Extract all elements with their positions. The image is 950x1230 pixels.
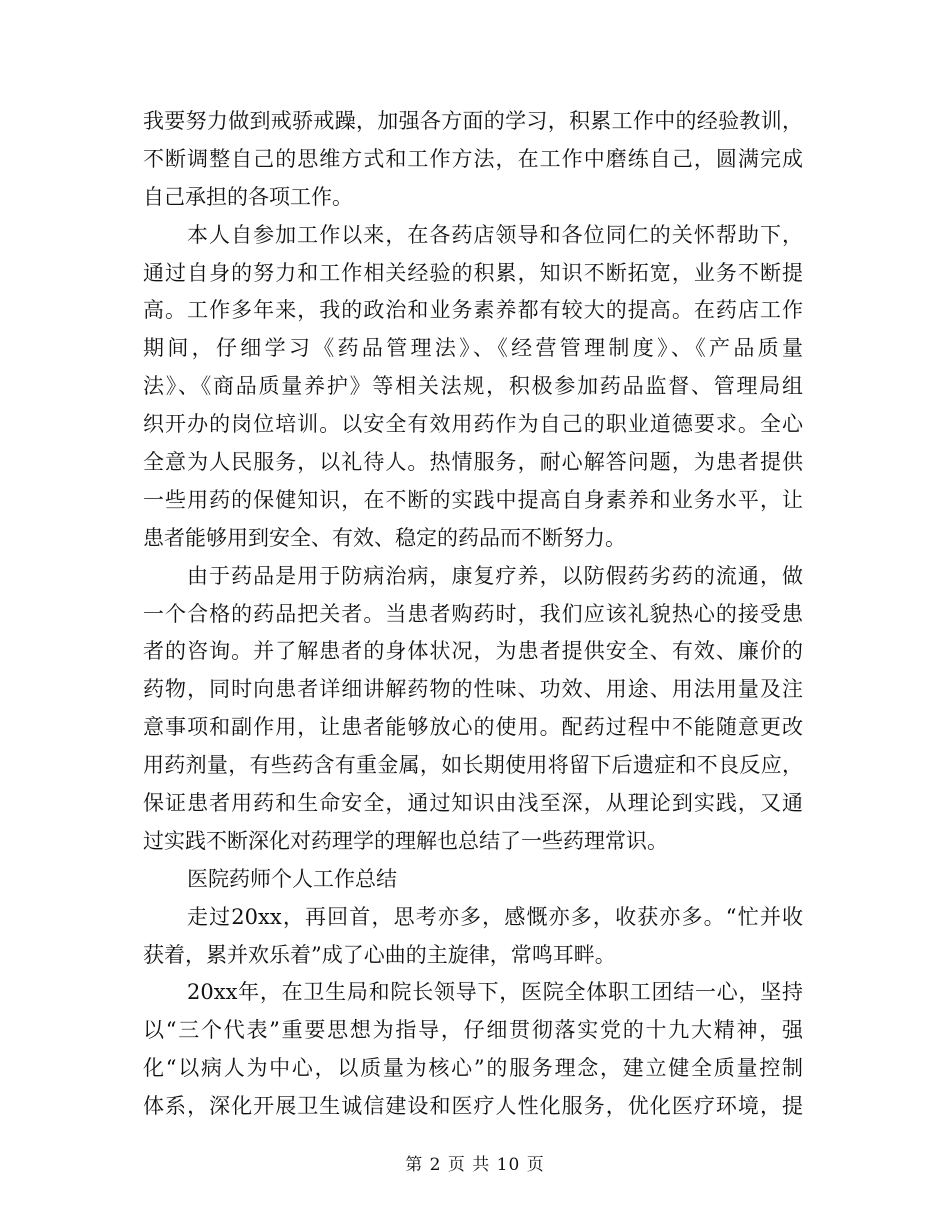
- text-line: 以“三个代表”重要思想为指导，仔细贯彻落实党的十九大精神，强: [143, 1018, 803, 1043]
- text-line: 过实践不断深化对药理学的理解也总结了一些药理常识。: [143, 828, 668, 853]
- text-line: 一个合格的药品把关者。当患者购药时，我们应该礼貌热心的接受患: [143, 601, 803, 626]
- text-line: 保证患者用药和生命安全，通过知识由浅至深，从理论到实践，又通: [143, 791, 803, 816]
- text-line: 用药剂量，有些药含有重金属，如长期使用将留下后遗症和不良反应，: [143, 753, 803, 778]
- text-line: 期间，仔细学习《药品管理法》、《经营管理制度》、《产品质量: [143, 336, 803, 361]
- paragraph-3: [143, 558, 803, 861]
- text-line: 本人自参加工作以来，在各药店领导和各位同仁的关怀帮助下，: [187, 222, 803, 247]
- text-line: 走过20xx，再回首，思考亦多，感慨亦多，收获亦多。“忙并收: [187, 904, 803, 929]
- text-line: 一些用药的保健知识，在不断的实践中提高自身素养和业务水平，让: [143, 487, 803, 512]
- text-line: 由于药品是用于防病治病，康复疗养，以防假药劣药的流通，做: [187, 563, 803, 588]
- text-line: 20xx年，在卫生局和院长领导下，医院全体职工团结一心，坚持: [187, 980, 803, 1005]
- text-line: 自己承担的各项工作。: [143, 184, 353, 209]
- text-line: 获着，累并欢乐着”成了心曲的主旋律，常鸣耳畔。: [143, 942, 616, 967]
- text-line: 意事项和副作用，让患者能够放心的使用。配药过程中不能随意更改: [143, 715, 803, 740]
- text-line: 全意为人民服务，以礼待人。热情服务，耐心解答问题，为患者提供: [143, 450, 803, 475]
- document-body: [143, 103, 803, 1126]
- text-line: 高。工作多年来，我的政治和业务素养都有较大的提高。在药店工作: [143, 298, 803, 323]
- text-line: 患者能够用到安全、有效、稳定的药品而不断努力。: [143, 525, 626, 550]
- text-line: 体系，深化开展卫生诚信建设和医疗人性化服务，优化医疗环境，提: [143, 1094, 803, 1119]
- text-line: 者的咨询。并了解患者的身体状况，为患者提供安全、有效、廉价的: [143, 639, 803, 664]
- paragraph-1: [143, 103, 803, 217]
- paragraph-5: [143, 899, 803, 975]
- text-line: 织开办的岗位培训。以安全有效用药作为自己的职业道德要求。全心: [143, 412, 803, 437]
- text-line: 我要努力做到戒骄戒躁，加强各方面的学习，积累工作中的经验教训，: [143, 109, 803, 133]
- paragraph-2: [143, 217, 803, 558]
- text-line: 通过自身的努力和工作相关经验的积累，知识不断拓宽，业务不断提: [143, 260, 803, 285]
- text-line: 不断调整自己的思维方式和工作方法，在工作中磨练自己，圆满完成: [143, 146, 803, 171]
- text-line: 法》、《商品质量养护》等相关法规，积极参加药品监督、管理局组: [143, 374, 803, 399]
- section-heading: 医院药师个人工作总结: [187, 866, 397, 891]
- text-line: 药物，同时向患者详细讲解药物的性味、功效、用途、用法用量及注: [143, 677, 803, 702]
- paragraph-6: [143, 974, 803, 1126]
- page-number-footer: 第 2 页 共 10 页: [405, 1155, 545, 1175]
- text-line: 化“以病人为中心，以质量为核心”的服务理念，建立健全质量控制: [143, 1056, 803, 1081]
